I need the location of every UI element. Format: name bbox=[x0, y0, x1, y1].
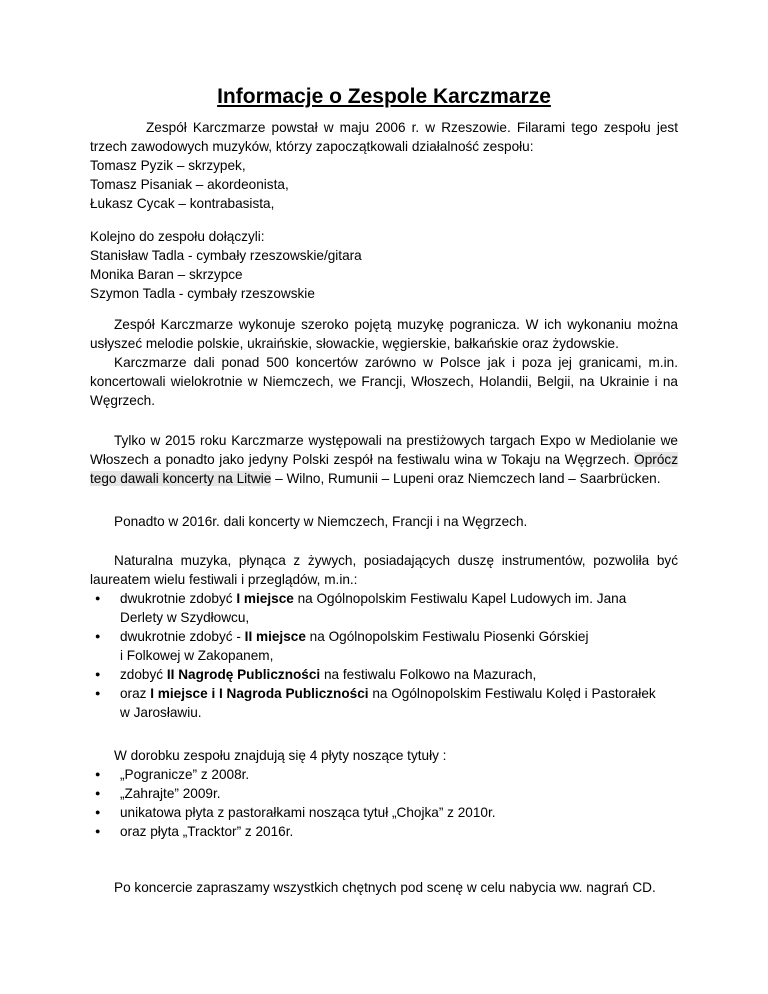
album-item: ● unikatowa płyta z pastorałkami nosząca tytuł „Chojka” z 2010r. bbox=[90, 803, 678, 822]
award-continuation: Derlety w Szydłowcu, bbox=[120, 610, 250, 625]
closing-paragraph: Po koncercie zapraszamy wszystkich chętnych pod scenę w celu nabycia ww. nagrań CD. bbox=[114, 880, 656, 895]
award-text: dwukrotnie zdobyć - bbox=[120, 629, 245, 644]
founders-list bbox=[90, 156, 678, 213]
tours-2016-paragraph: Ponadto w 2016r. dali koncerty w Niemczech, Francji i na Węgrzech. bbox=[114, 514, 528, 529]
tours-text: Tylko w 2015 roku Karczmarze występowali na prestiżowych targach Expo w Mediolanie we Włoszech a ponadto jako jedyny Polski zespół na festiwalu wina w Tokaju na Węgrzech. bbox=[90, 433, 678, 467]
awards-intro: Naturalna muzyka, płynąca z żywych, posiadających duszę instrumentów, pozwoliła być laureatem wielu festiwali i przeglądów, m.in.: bbox=[90, 553, 678, 587]
albums-intro: W dorobku zespołu znajdują się 4 płyty noszące tytuły : bbox=[114, 748, 447, 763]
award-bold: II miejsce bbox=[244, 629, 306, 644]
member-item: Monika Baran – skrzypce bbox=[90, 267, 243, 282]
album-item: ● oraz płyta „Tracktor” z 2016r. bbox=[90, 822, 678, 841]
founder-item: Łukasz Cycak – kontrabasista, bbox=[90, 196, 275, 211]
intro-paragraph: Zespół Karczmarze powstał w maju 2006 r. w Rzeszowie. Filarami tego zespołu jest trzech zawodowych muzyków, którzy zapoczątkowali działalność zespołu: bbox=[90, 120, 678, 154]
founder-item: Tomasz Pisaniak – akordeonista, bbox=[90, 177, 289, 192]
award-text: na Ogólnopolskim Festiwalu Piosenki Górskiej bbox=[305, 629, 589, 644]
award-bold: I miejsce i I Nagroda Publiczności bbox=[150, 686, 369, 701]
album-item: ● „Pogranicze” z 2008r. bbox=[90, 765, 678, 784]
award-bold: I miejsce bbox=[236, 591, 294, 606]
joined-heading: Kolejno do zespołu dołączyli: bbox=[90, 229, 265, 244]
joined-section bbox=[90, 227, 678, 303]
award-item bbox=[90, 589, 678, 627]
award-item bbox=[90, 684, 678, 722]
award-continuation: i Folkowej w Zakopanem, bbox=[120, 648, 274, 663]
award-text: na Ogólnopolskim Festiwalu Kolęd i Pastorałek bbox=[368, 686, 656, 701]
album-item: ● „Zahrajte” 2009r. bbox=[90, 784, 678, 803]
awards-list bbox=[90, 589, 678, 722]
concerts-paragraph: Karczmarze dali ponad 500 koncertów zarówno w Polsce jak i poza jej granicami, m.in. koncertowali wielokrotnie w Niemczech, we Francji, Włoszech, Holandii, Belgii, na Ukrainie i na Węgrzech. bbox=[90, 355, 678, 408]
award-item bbox=[90, 627, 678, 665]
albums-list bbox=[90, 765, 678, 841]
music-paragraph: Zespół Karczmarze wykonuje szeroko pojętą muzykę pogranicza. W ich wykonaniu można usłyszeć melodie polskie, ukraińskie, słowackie, węgierskie, bałkańskie oraz żydowskie. bbox=[90, 317, 678, 351]
award-text: dwukrotnie zdobyć bbox=[120, 591, 237, 606]
award-text: zdobyć bbox=[120, 667, 167, 682]
member-item: Szymon Tadla - cymbały rzeszowskie bbox=[90, 286, 315, 301]
page-title: Informacje o Zespole Karczmarze bbox=[217, 85, 551, 108]
awards-section bbox=[90, 551, 678, 722]
highlighted-text: Oprócz tego dawali koncerty na Litwie bbox=[90, 452, 678, 486]
award-bold: II Nagrodę Publiczności bbox=[166, 667, 321, 682]
tours-paragraph bbox=[90, 431, 678, 488]
founder-item: Tomasz Pyzik – skrzypek, bbox=[90, 158, 246, 173]
award-continuation: w Jarosławiu. bbox=[120, 705, 202, 720]
member-item: Stanisław Tadla - cymbały rzeszowskie/gitara bbox=[90, 248, 362, 263]
award-text: oraz bbox=[120, 686, 151, 701]
award-item bbox=[90, 665, 678, 684]
tours-text-rest: – Wilno, Rumunii – Lupeni oraz Niemczech land – Saarbrücken. bbox=[271, 471, 661, 486]
albums-section bbox=[90, 746, 678, 841]
award-text: na festiwalu Folkowo na Mazurach, bbox=[320, 667, 537, 682]
award-text: na Ogólnopolskim Festiwalu Kapel Ludowych im. Jana bbox=[293, 591, 627, 606]
